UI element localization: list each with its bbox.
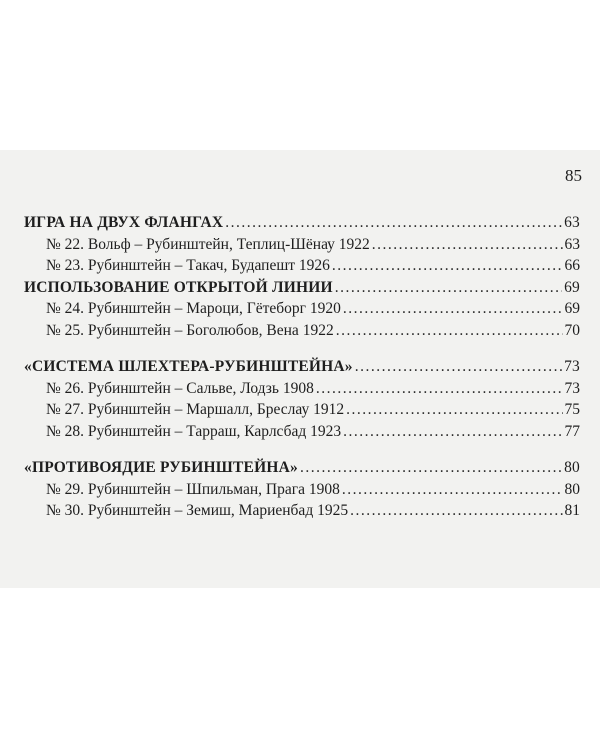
toc-entry-page: 77 <box>564 422 580 440</box>
toc-game-entry <box>24 401 580 423</box>
dot-leader <box>355 358 562 376</box>
toc-entry-title: № 26. Рубинштейн – Сальве, Лодзь 1908 <box>46 379 314 397</box>
toc-entry-page: 75 <box>564 401 580 418</box>
toc-entry-page: 63 <box>564 214 580 231</box>
toc-game-entry <box>24 236 580 258</box>
toc-entry-page: 69 <box>564 300 580 317</box>
toc-game-entry <box>24 380 580 402</box>
dot-leader <box>300 459 562 477</box>
toc-entry-page: 80 <box>564 459 580 476</box>
dot-leader <box>336 322 563 340</box>
toc-entry-title: № 27. Рубинштейн – Маршалл, Бреслау 1912 <box>46 401 345 418</box>
page-number: 85 <box>565 166 582 185</box>
toc-entry-page: 81 <box>564 502 580 519</box>
toc-game-entry <box>24 481 580 503</box>
toc-entry-title: № 24. Рубинштейн – Мароци, Гётеборг 1920 <box>46 300 341 317</box>
dot-leader <box>343 423 562 441</box>
toc-entry-title: «СИСТЕМА ШЛЕХТЕРА-РУБИНШТЕЙНА» <box>24 358 353 375</box>
dot-leader <box>346 401 562 419</box>
dot-leader <box>342 481 563 499</box>
toc-entry-title: № 29. Рубинштейн – Шпильман, Прага 1908 <box>46 480 340 498</box>
toc-entry-page: 70 <box>564 321 580 339</box>
toc-game-entry <box>24 322 580 344</box>
toc-entry-page: 69 <box>564 278 580 296</box>
toc-section-heading <box>24 214 580 236</box>
toc-game-entry <box>24 257 580 279</box>
dot-leader <box>332 257 563 275</box>
toc-entry-page: 73 <box>564 358 580 375</box>
toc-section-heading <box>24 459 580 481</box>
dot-leader <box>225 214 562 232</box>
toc-entry-page: 66 <box>564 257 580 274</box>
toc-entry-page: 63 <box>564 235 580 253</box>
dot-leader <box>316 380 563 398</box>
toc-section-heading <box>24 358 580 380</box>
dot-leader <box>350 502 562 520</box>
toc-entry-title: № 23. Рубинштейн – Такач, Будапешт 1926 <box>46 257 330 274</box>
toc-game-entry <box>24 300 580 322</box>
toc-entry-title: № 28. Рубинштейн – Тарраш, Карлсбад 1923 <box>46 422 342 440</box>
toc-entry-title: «ПРОТИВОЯДИЕ РУБИНШТЕЙНА» <box>24 459 298 476</box>
toc-entry-title: ИГРА НА ДВУХ ФЛАНГАХ <box>24 214 224 231</box>
dot-leader <box>335 279 562 297</box>
dot-leader <box>372 236 563 254</box>
table-of-contents <box>24 214 580 524</box>
toc-entry-title: № 30. Рубинштейн – Земиш, Мариенбад 1925 <box>46 502 349 519</box>
dot-leader <box>343 300 563 318</box>
toc-entry-page: 80 <box>564 480 580 498</box>
toc-entry-page: 73 <box>564 379 580 397</box>
toc-entry-title: № 25. Рубинштейн – Боголюбов, Вена 1922 <box>46 321 334 339</box>
book-page <box>0 150 600 588</box>
toc-entry-title: ИСПОЛЬЗОВАНИЕ ОТКРЫТОЙ ЛИНИИ <box>24 278 333 296</box>
toc-entry-title: № 22. Вольф – Рубинштейн, Теплиц-Шёнау 1922 <box>46 235 370 253</box>
toc-game-entry <box>24 423 580 445</box>
toc-section-heading <box>24 279 580 301</box>
toc-game-entry <box>24 502 580 524</box>
